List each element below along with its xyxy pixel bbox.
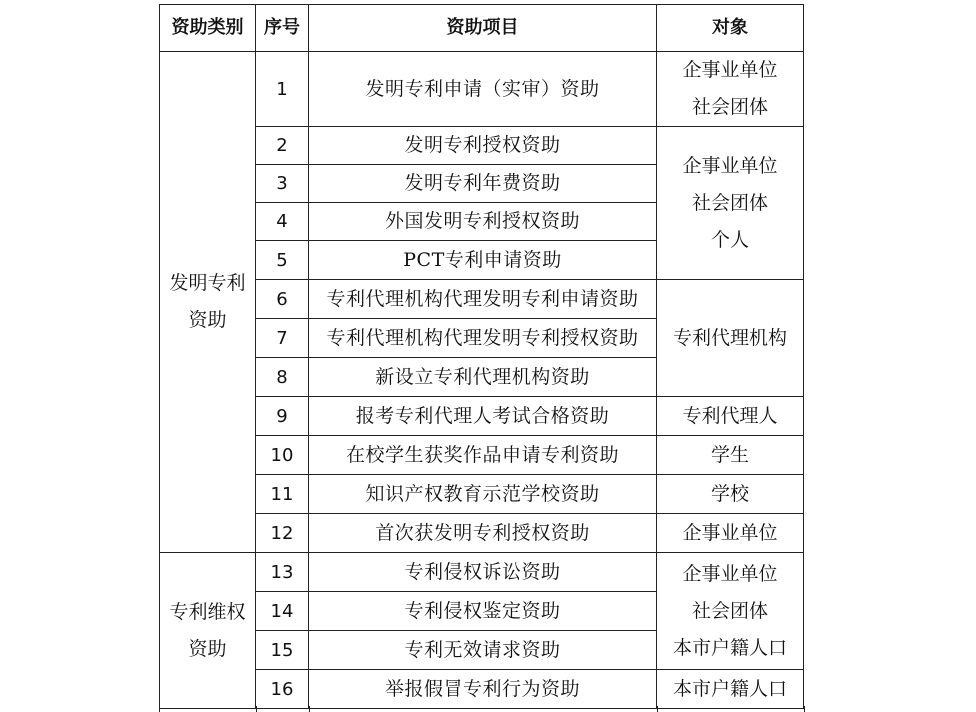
item-cell: 发明专利年费资助 bbox=[309, 165, 657, 203]
category-line: 资助 bbox=[188, 637, 227, 660]
header-category: 资助类别 bbox=[160, 5, 256, 52]
seq-cell: 5 bbox=[256, 241, 309, 280]
item-cell: 发明专利授权资助 bbox=[309, 127, 657, 165]
target-cell bbox=[657, 127, 804, 280]
target-cell: 学校 bbox=[657, 475, 804, 514]
seq-cell: 16 bbox=[256, 670, 309, 709]
item-cell: 专利侵权诉讼资助 bbox=[309, 553, 657, 592]
target-line: 社会团体 bbox=[691, 96, 768, 119]
category-line: 专利维权 bbox=[169, 600, 246, 623]
column-divider bbox=[256, 706, 257, 712]
item-cell: 专利侵权鉴定资助 bbox=[309, 592, 657, 631]
table-row bbox=[160, 670, 804, 709]
table-row bbox=[160, 127, 804, 165]
item-cell: 新设立专利代理机构资助 bbox=[309, 358, 657, 397]
table-row bbox=[160, 436, 804, 475]
table-continuation bbox=[159, 706, 805, 712]
target-cell: 本市户籍人口 bbox=[657, 670, 804, 709]
seq-cell: 15 bbox=[256, 631, 309, 670]
item-cell: 报考专利代理人考试合格资助 bbox=[309, 397, 657, 436]
item-cell: PCT专利申请资助 bbox=[309, 241, 657, 280]
header-item: 资助项目 bbox=[309, 5, 657, 52]
category-protection bbox=[160, 553, 256, 709]
target-cell bbox=[657, 553, 804, 670]
target-line: 企事业单位 bbox=[682, 59, 778, 81]
target-cell: 学生 bbox=[657, 436, 804, 475]
seq-cell: 8 bbox=[256, 358, 309, 397]
seq-cell: 10 bbox=[256, 436, 309, 475]
category-line: 发明专利 bbox=[169, 272, 246, 295]
table-row bbox=[160, 514, 804, 553]
item-cell: 在校学生获奖作品申请专利资助 bbox=[309, 436, 657, 475]
column-divider bbox=[657, 706, 658, 712]
table-row bbox=[160, 553, 804, 592]
item-cell: 举报假冒专利行为资助 bbox=[309, 670, 657, 709]
seq-cell: 11 bbox=[256, 475, 309, 514]
item-cell: 专利代理机构代理发明专利授权资助 bbox=[309, 319, 657, 358]
target-line: 企事业单位 bbox=[682, 562, 778, 585]
target-line: 社会团体 bbox=[691, 191, 768, 214]
target-cell: 专利代理机构 bbox=[657, 280, 804, 397]
item-cell: 发明专利申请（实审）资助 bbox=[309, 52, 657, 127]
item-cell: 知识产权教育示范学校资助 bbox=[309, 475, 657, 514]
category-line: 资助 bbox=[188, 309, 227, 332]
seq-cell: 7 bbox=[256, 319, 309, 358]
category-invention bbox=[160, 52, 256, 553]
seq-cell: 13 bbox=[256, 553, 309, 592]
target-cell: 企事业单位 bbox=[657, 514, 804, 553]
table-row bbox=[160, 475, 804, 514]
header-seq: 序号 bbox=[256, 5, 309, 52]
seq-cell: 9 bbox=[256, 397, 309, 436]
table-row bbox=[160, 280, 804, 319]
item-cell: 外国发明专利授权资助 bbox=[309, 203, 657, 241]
item-cell: 专利无效请求资助 bbox=[309, 631, 657, 670]
header-row bbox=[160, 5, 804, 52]
seq-cell: 3 bbox=[256, 165, 309, 203]
seq-cell: 12 bbox=[256, 514, 309, 553]
item-cell: 专利代理机构代理发明专利申请资助 bbox=[309, 280, 657, 319]
target-line: 社会团体 bbox=[691, 599, 768, 622]
item-cell: 首次获发明专利授权资助 bbox=[309, 514, 657, 553]
target-cell: 专利代理人 bbox=[657, 397, 804, 436]
seq-cell: 14 bbox=[256, 592, 309, 631]
table-row bbox=[160, 52, 804, 127]
seq-cell: 6 bbox=[256, 280, 309, 319]
header-target: 对象 bbox=[657, 5, 804, 52]
seq-cell: 2 bbox=[256, 127, 309, 165]
target-line: 企事业单位 bbox=[682, 154, 778, 177]
column-divider bbox=[309, 706, 310, 712]
seq-cell: 4 bbox=[256, 203, 309, 241]
target-line: 个人 bbox=[710, 228, 749, 251]
target-cell bbox=[657, 52, 804, 127]
target-line: 本市户籍人口 bbox=[672, 636, 787, 659]
subsidy-table bbox=[159, 4, 804, 709]
table-row bbox=[160, 397, 804, 436]
seq-cell: 1 bbox=[256, 52, 309, 127]
